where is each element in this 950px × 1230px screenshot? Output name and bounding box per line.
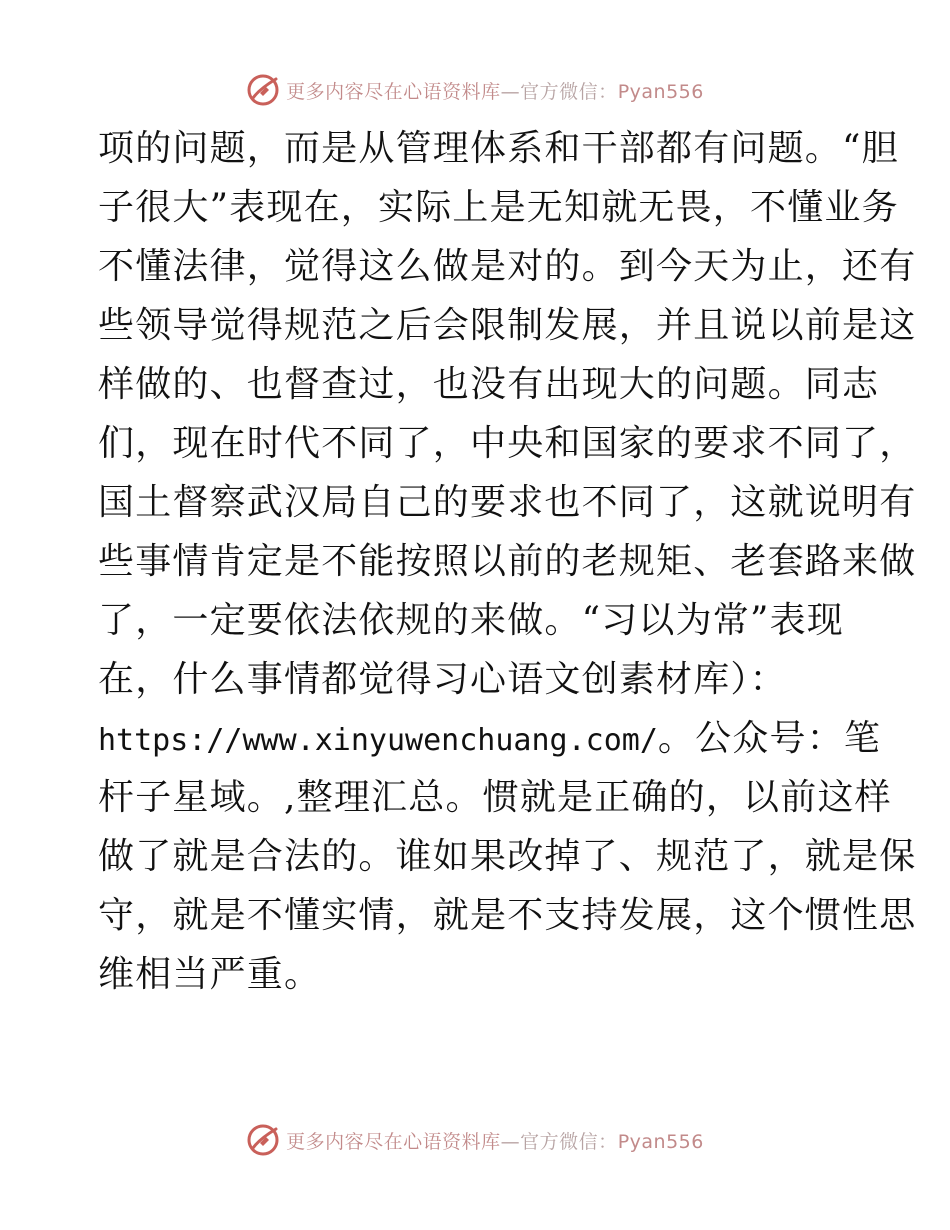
pen-logo-icon (246, 1123, 280, 1157)
watermark-separator: — (500, 80, 521, 103)
document-body (98, 119, 917, 1004)
watermark-text (286, 77, 704, 104)
body-line: 做了就是合法的。谁如果改掉了、规范了，就是保 (98, 836, 917, 877)
body-line: 维相当严重。 (98, 954, 322, 995)
body-line: 守，就是不懂实情，就是不支持发展，这个惯性思 (98, 895, 917, 936)
watermark-sub: 官方微信： (520, 1130, 618, 1153)
body-line: 国土督察武汉局自己的要求也不同了，这就说明有 (98, 482, 917, 523)
body-line-url (98, 709, 882, 768)
watermark-main: 更多内容尽在心语资料库 (286, 80, 501, 103)
body-line: 子很大”表现在，实际上是无知就无畏，不懂业务 (98, 187, 899, 228)
watermark-sub: 官方微信： (520, 80, 618, 103)
watermark-main: 更多内容尽在心语资料库 (286, 1130, 501, 1153)
watermark-text (286, 1127, 704, 1154)
body-line: 们，现在时代不同了，中央和国家的要求不同了， (98, 423, 917, 464)
header-watermark (0, 70, 950, 110)
body-line: 在，什么事情都觉得习心语文创素材库）： (98, 659, 787, 700)
body-line: 样做的、也督查过，也没有出现大的问题。同志 (98, 364, 880, 405)
url-line-tail: 。公众号：笔 (657, 718, 882, 759)
watermark-group (246, 73, 704, 107)
body-line: 些事情肯定是不能按照以前的老规矩、老套路来做 (98, 541, 917, 582)
body-line: 项的问题，而是从管理体系和干部都有问题。“胆 (98, 128, 899, 169)
footer-watermark (0, 1120, 950, 1160)
watermark-separator: — (500, 1130, 521, 1153)
body-line: 不懂法律，觉得这么做是对的。到今天为止，还有 (98, 246, 917, 287)
watermark-id: Pyan556 (617, 1130, 704, 1153)
watermark-id: Pyan556 (617, 80, 704, 103)
watermark-group (246, 1123, 704, 1157)
body-line: 些领导觉得规范之后会限制发展，并且说以前是这 (98, 305, 917, 346)
pen-logo-icon (246, 73, 280, 107)
body-line: 了，一定要依法依规的来做。“习以为常”表现 (98, 600, 845, 641)
url-text[interactable]: https://www.xinyuwenchuang.com/ (98, 723, 658, 758)
body-line: 杆子星域。,整理汇总。惯就是正确的，以前这样 (98, 777, 892, 818)
